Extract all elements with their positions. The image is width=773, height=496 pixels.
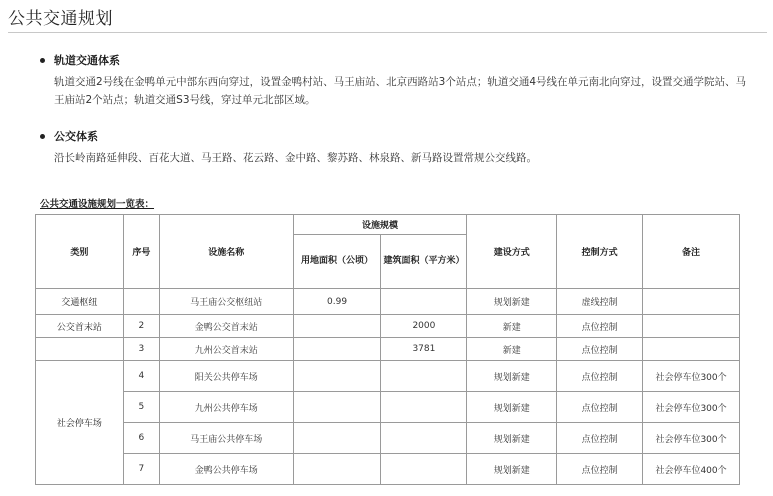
section-bus-system [40, 128, 754, 167]
bullet-icon [40, 58, 45, 63]
table-row [36, 454, 740, 485]
cell-seq: 3 [123, 338, 159, 361]
cell-facility: 阳关公共停车场 [159, 361, 293, 392]
cell-category: 社会停车场 [36, 361, 124, 485]
cell-control-mode: 点位控制 [557, 392, 643, 423]
cell-remark: 社会停车位300个 [643, 361, 740, 392]
facility-plan-table [35, 214, 740, 485]
header-seq: 序号 [123, 215, 159, 289]
cell-build-mode: 规划新建 [467, 289, 557, 315]
cell-land-area: 0.99 [293, 289, 381, 315]
cell-seq: 2 [123, 315, 159, 338]
cell-facility: 马王庙公共停车场 [159, 423, 293, 454]
cell-control-mode: 点位控制 [557, 423, 643, 454]
section-heading-text: 公交体系 [54, 130, 98, 143]
section-paragraph: 轨道交通2号线在金鸭单元中部东西向穿过，设置金鸭村站、马王庙站、北京西路站3个站点；轨道交通4号线在单元南北向穿过，设置交通学院站、马王庙站2个站点；轨道交通S3号线，穿过单元北部区域。 [54, 76, 747, 106]
cell-remark [643, 289, 740, 315]
table-row [36, 423, 740, 454]
table-row [36, 338, 740, 361]
cell-facility: 马王庙公交枢纽站 [159, 289, 293, 315]
cell-control-mode: 点位控制 [557, 338, 643, 361]
cell-remark: 社会停车位300个 [643, 423, 740, 454]
cell-build-mode: 新建 [467, 338, 557, 361]
header-control-mode: 控制方式 [557, 215, 643, 289]
cell-land-area [293, 315, 381, 338]
section-heading [40, 52, 754, 68]
cell-remark [643, 315, 740, 338]
cell-building-area: 2000 [381, 315, 467, 338]
cell-control-mode: 虚线控制 [557, 289, 643, 315]
section-heading [40, 128, 754, 144]
cell-land-area [293, 454, 381, 485]
section-heading-text: 轨道交通体系 [54, 54, 120, 67]
cell-building-area [381, 361, 467, 392]
cell-facility: 金鸭公交首末站 [159, 315, 293, 338]
cell-control-mode: 点位控制 [557, 454, 643, 485]
cell-facility: 九州公交首末站 [159, 338, 293, 361]
cell-build-mode: 规划新建 [467, 454, 557, 485]
cell-building-area [381, 392, 467, 423]
page-title: 公共交通规划 [8, 9, 113, 29]
cell-seq: 5 [123, 392, 159, 423]
bullet-icon [40, 134, 45, 139]
cell-category: 交通枢纽 [36, 289, 124, 315]
header-building-area: 建筑面积（平方米） [381, 235, 467, 289]
cell-building-area [381, 423, 467, 454]
cell-facility: 九州公共停车场 [159, 392, 293, 423]
header-land-area: 用地面积（公顷） [293, 235, 381, 289]
cell-seq: 7 [123, 454, 159, 485]
cell-build-mode: 规划新建 [467, 361, 557, 392]
cell-build-mode: 规划新建 [467, 392, 557, 423]
table-row [36, 289, 740, 315]
table-header-row [36, 215, 740, 235]
header-scale-group: 设施规模 [293, 215, 467, 235]
section-paragraph: 沿长岭南路延伸段、百花大道、马王路、花云路、金中路、黎苏路、林泉路、新马路设置常规公交线路。 [54, 152, 537, 164]
cell-control-mode: 点位控制 [557, 361, 643, 392]
header-category: 类别 [36, 215, 124, 289]
cell-category [36, 338, 124, 361]
cell-remark [643, 338, 740, 361]
cell-control-mode: 点位控制 [557, 315, 643, 338]
cell-seq: 4 [123, 361, 159, 392]
cell-category: 公交首末站 [36, 315, 124, 338]
cell-remark: 社会停车位300个 [643, 392, 740, 423]
cell-land-area [293, 423, 381, 454]
cell-build-mode: 新建 [467, 315, 557, 338]
cell-remark: 社会停车位400个 [643, 454, 740, 485]
header-remark: 备注 [643, 215, 740, 289]
cell-land-area [293, 361, 381, 392]
cell-building-area: 3781 [381, 338, 467, 361]
cell-building-area [381, 454, 467, 485]
cell-seq: 6 [123, 423, 159, 454]
table-row [36, 315, 740, 338]
cell-building-area [381, 289, 467, 315]
cell-facility: 金鸭公共停车场 [159, 454, 293, 485]
table-row [36, 361, 740, 392]
table-row [36, 392, 740, 423]
cell-land-area [293, 338, 381, 361]
header-build-mode: 建设方式 [467, 215, 557, 289]
header-facility: 设施名称 [159, 215, 293, 289]
cell-build-mode: 规划新建 [467, 423, 557, 454]
table-caption: 公共交通设施规划一览表： [40, 199, 155, 210]
cell-land-area [293, 392, 381, 423]
section-rail-transit [40, 52, 754, 109]
cell-seq [123, 289, 159, 315]
title-divider [8, 32, 767, 33]
